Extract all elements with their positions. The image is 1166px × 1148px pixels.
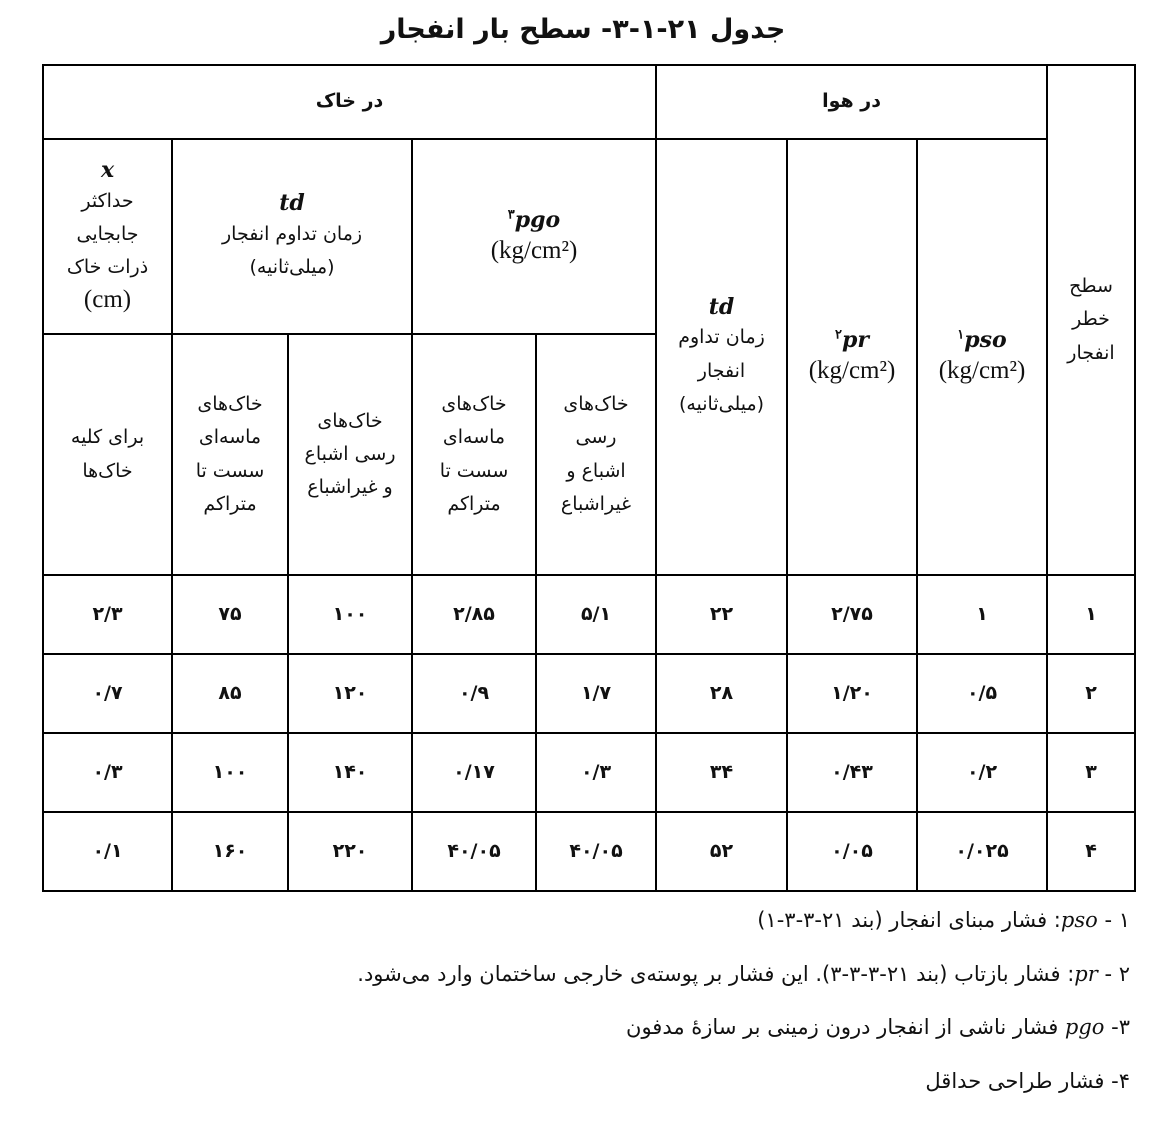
subheader-td-sand: خاک‌های ماسه‌ای سست تا متراکم bbox=[172, 334, 288, 575]
cell-pgo-clay: ۴۰/۰۵ bbox=[536, 812, 656, 891]
table-row bbox=[43, 575, 1135, 654]
cell-pgo-clay: ۰/۳ bbox=[536, 733, 656, 812]
table-row bbox=[43, 812, 1135, 891]
cell-pr: ۰/۰۵ bbox=[787, 812, 917, 891]
cell-level: ۳ bbox=[1047, 733, 1135, 812]
cell-td-clay: ۱۴۰ bbox=[288, 733, 412, 812]
cell-level: ۴ bbox=[1047, 812, 1135, 891]
footnote-item: ۱ - pso: فشار مبنای انفجار (بند ۲۱-۳-۳-۱) bbox=[757, 908, 1130, 932]
cell-pso: ۰/۵ bbox=[917, 654, 1047, 733]
header-pr: $^۲$pr (kg/cm²) bbox=[787, 139, 917, 575]
table-row bbox=[43, 654, 1135, 733]
header-pso: $^۱$pso (kg/cm²) bbox=[917, 139, 1047, 575]
cell-level: ۱ bbox=[1047, 575, 1135, 654]
header-level: سطح خطر انفجار bbox=[1047, 65, 1135, 575]
header-td-air: td زمان تداوم انفجار (میلی‌ثانیه) bbox=[656, 139, 787, 575]
cell-td-air: ۲۲ bbox=[656, 575, 787, 654]
cell-pso: ۱ bbox=[917, 575, 1047, 654]
cell-td-clay: ۱۰۰ bbox=[288, 575, 412, 654]
footnote-item: ۲ - pr: فشار بازتاب (بند ۲۱-۳-۳-۳). این فشار بر پوسته‌ی خارجی ساختمان وارد می‌شود. bbox=[357, 961, 1130, 986]
cell-pgo-sand: ۰/۹ bbox=[412, 654, 536, 733]
subheader-pgo-sand: خاک‌های ماسه‌ای سست تا متراکم bbox=[412, 334, 536, 575]
cell-td-sand: ۷۵ bbox=[172, 575, 288, 654]
cell-pgo-sand: ۲/۸۵ bbox=[412, 575, 536, 654]
table-title: جدول ۲۱-۱-۳- سطح بار انفجار bbox=[380, 14, 786, 45]
subheader-x-all: برای کلیه خاک‌ها bbox=[43, 334, 172, 575]
cell-td-sand: ۸۵ bbox=[172, 654, 288, 733]
cell-pgo-clay: ۵/۱ bbox=[536, 575, 656, 654]
footnotes bbox=[0, 905, 1130, 1119]
cell-pgo-sand: ۰/۱۷ bbox=[412, 733, 536, 812]
header-soil-group: در خاک bbox=[43, 65, 656, 139]
header-td-soil: td زمان تداوم انفجار (میلی‌ثانیه) bbox=[172, 139, 412, 334]
cell-td-sand: ۱۰۰ bbox=[172, 733, 288, 812]
cell-pr: ۰/۴۳ bbox=[787, 733, 917, 812]
cell-pgo-clay: ۱/۷ bbox=[536, 654, 656, 733]
header-air-group: در هوا bbox=[656, 65, 1047, 139]
blast-load-table bbox=[42, 64, 1136, 892]
cell-pr: ۲/۷۵ bbox=[787, 575, 917, 654]
subheader-pgo-clay: خاک‌های رسی اشباع و غیراشباع bbox=[536, 334, 656, 575]
header-pgo: $^۳$pgo (kg/cm²) bbox=[412, 139, 656, 334]
cell-td-air: ۵۲ bbox=[656, 812, 787, 891]
cell-pr: ۱/۲۰ bbox=[787, 654, 917, 733]
cell-level: ۲ bbox=[1047, 654, 1135, 733]
cell-x: ۲/۳ bbox=[43, 575, 172, 654]
cell-x: ۰/۱ bbox=[43, 812, 172, 891]
footnote-item: ۳- pgo فشار ناشی از انفجار درون زمینی بر سازهٔ مدفون bbox=[626, 1015, 1130, 1039]
header-x: x حداکثر جابجایی ذرات خاک (cm) bbox=[43, 139, 172, 334]
cell-pso: ۰/۲ bbox=[917, 733, 1047, 812]
cell-td-sand: ۱۶۰ bbox=[172, 812, 288, 891]
cell-td-air: ۲۸ bbox=[656, 654, 787, 733]
cell-pgo-sand: ۴۰/۰۵ bbox=[412, 812, 536, 891]
cell-x: ۰/۷ bbox=[43, 654, 172, 733]
subheader-td-clay: خاک‌های رسی اشباع و غیراشباع bbox=[288, 334, 412, 575]
footnote-item: ۴- فشار طراحی حداقل bbox=[925, 1068, 1130, 1093]
table-row bbox=[43, 733, 1135, 812]
cell-td-air: ۳۴ bbox=[656, 733, 787, 812]
cell-x: ۰/۳ bbox=[43, 733, 172, 812]
cell-td-clay: ۱۲۰ bbox=[288, 654, 412, 733]
cell-td-clay: ۲۲۰ bbox=[288, 812, 412, 891]
cell-pso: ۰/۰۲۵ bbox=[917, 812, 1047, 891]
